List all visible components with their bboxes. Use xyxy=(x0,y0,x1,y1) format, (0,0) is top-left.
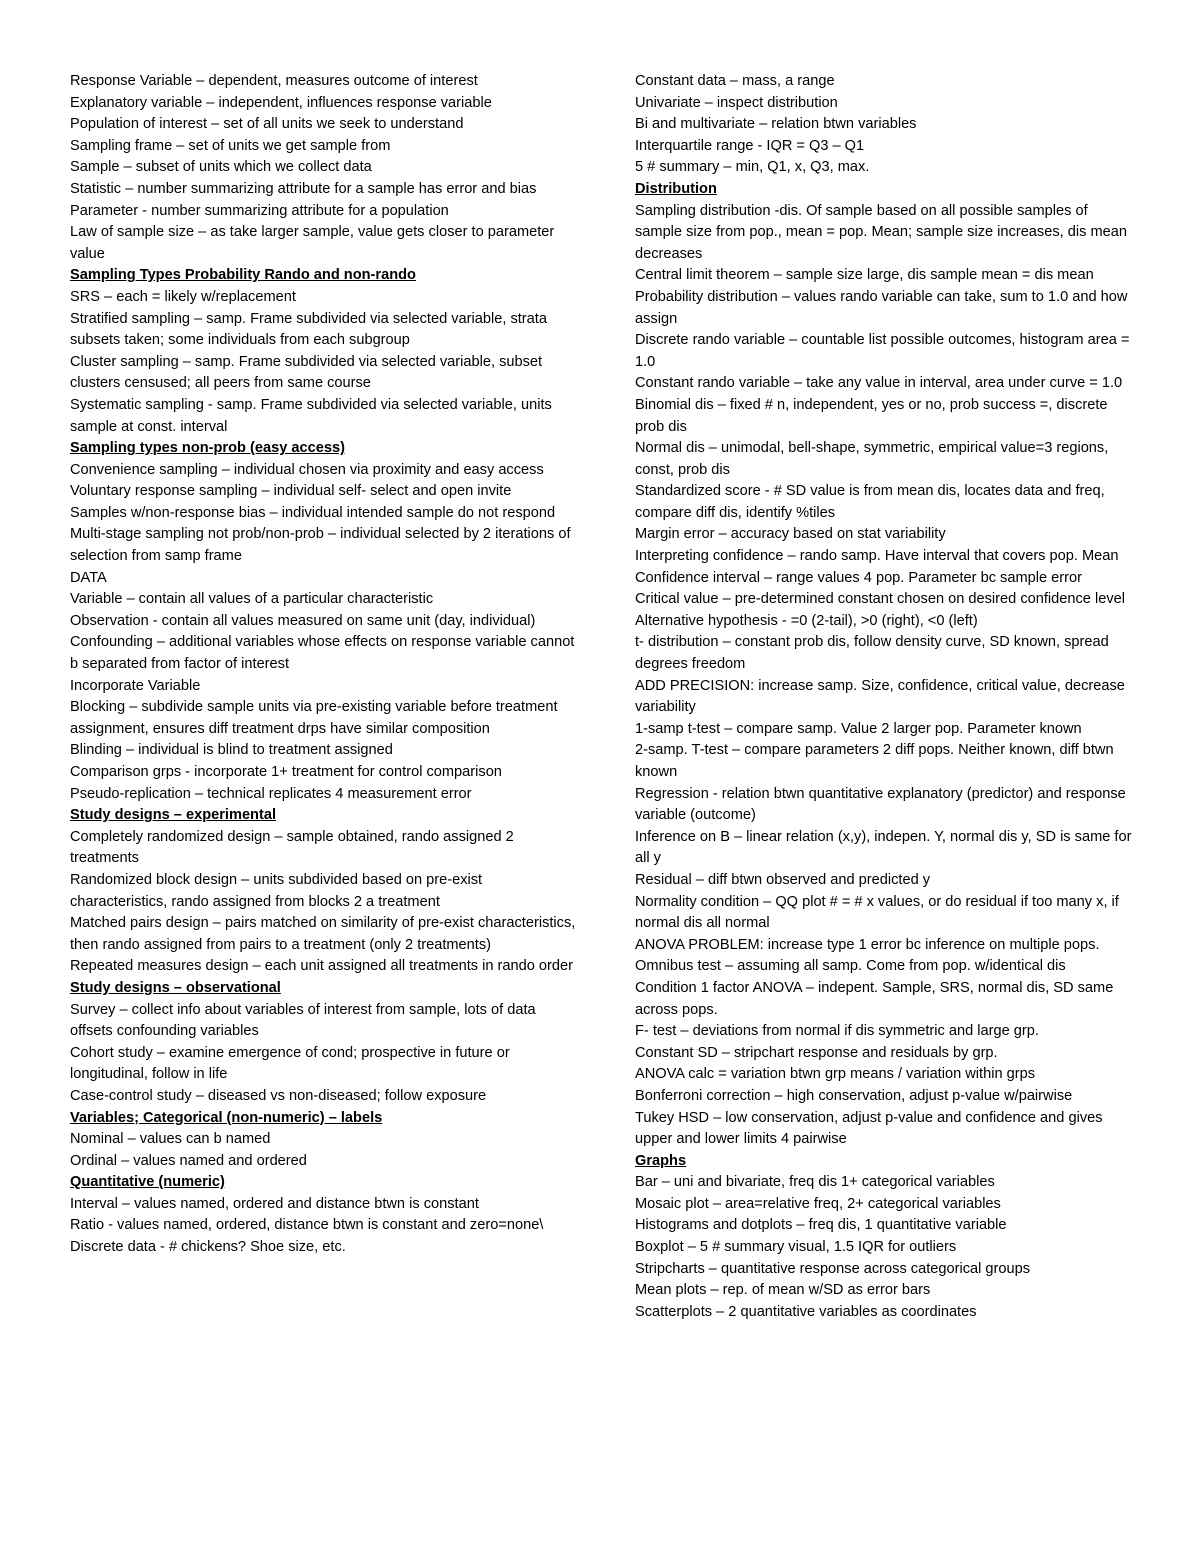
note-line: ADD PRECISION: increase samp. Size, confidence, critical value, decrease variability xyxy=(635,677,1125,716)
note-line: Matched pairs design – pairs matched on similarity of pre-exist characteristics, then rando assigned from pairs to a treatment (only 2 treatments) xyxy=(70,915,576,953)
note-line: Population of interest – set of all units we seek to understand xyxy=(70,116,464,133)
section-heading: Sampling Types Probability Rando and non-rando xyxy=(70,267,416,284)
note-line: Sampling distribution -dis. Of sample based on all possible samples of sample size from pop., mean = pop. Mean; sample size increases, dis mean decreases xyxy=(635,202,1127,262)
note-line: Probability distribution – values rando variable can take, sum to 1.0 and how assign xyxy=(635,288,1128,327)
section-heading: Sampling types non-prob (easy access) xyxy=(70,440,345,457)
note-line: Tukey HSD – low conservation, adjust p-value and confidence and gives upper and lower limits 4 pairwise xyxy=(635,1109,1103,1148)
section-heading: Variables; Categorical (non-numeric) – labels xyxy=(70,1109,383,1126)
note-line: Convenience sampling – individual chosen via proximity and easy access xyxy=(70,461,544,478)
note-line: Constant data – mass, a range xyxy=(635,73,835,89)
note-line: Condition 1 factor ANOVA – indepent. Sample, SRS, normal dis, SD same across pops. xyxy=(635,979,1114,1018)
note-line: Sampling frame – set of units we get sample from xyxy=(70,137,391,154)
note-line: Cluster sampling – samp. Frame subdivided via selected variable, subset clusters censused; all peers from same course xyxy=(70,353,543,392)
note-line: Systematic sampling - samp. Frame subdivided via selected variable, units sample at const. interval xyxy=(70,396,552,435)
note-line: Inference on B – linear relation (x,y), indepen. Y, normal dis y, SD is same for all y xyxy=(635,828,1132,867)
note-line: Binomial dis – fixed # n, independent, yes or no, prob success =, discrete prob dis xyxy=(635,396,1108,435)
note-line: Interquartile range - IQR = Q3 – Q1 xyxy=(635,137,865,154)
note-line: Confidence interval – range values 4 pop. Parameter bc sample error xyxy=(635,569,1082,586)
note-line: Central limit theorem – sample size large, dis sample mean = dis mean xyxy=(635,267,1094,284)
note-line: F- test – deviations from normal if dis symmetric and large grp. xyxy=(635,1023,1039,1040)
left-column xyxy=(70,71,580,1259)
note-line: Interval – values named, ordered and distance btwn is constant xyxy=(70,1195,479,1212)
note-line: Boxplot – 5 # summary visual, 1.5 IQR for outliers xyxy=(635,1239,957,1256)
note-line: Histograms and dotplots – freq dis, 1 quantitative variable xyxy=(635,1217,1007,1234)
note-line: Observation - contain all values measured on same unit (day, individual) xyxy=(70,612,536,629)
note-line: Confounding – additional variables whose effects on response variable cannot b separated from factor of interest xyxy=(70,634,575,673)
note-line: Blocking – subdivide sample units via pre-existing variable before treatment assignment, ensures diff treatment drps have similar composition xyxy=(70,699,558,737)
section-heading: Study designs – observational xyxy=(70,979,281,996)
note-line: Pseudo-replication – technical replicates 4 measurement error xyxy=(70,785,472,802)
note-line: Bi and multivariate – relation btwn variables xyxy=(635,116,917,133)
note-line: Cohort study – examine emergence of cond; prospective in future or longitudinal, follow in life xyxy=(70,1044,510,1083)
note-line: SRS – each = likely w/replacement xyxy=(70,288,296,305)
note-line: Samples w/non-response bias – individual intended sample do not respond xyxy=(70,504,556,521)
note-line: Critical value – pre-determined constant chosen on desired confidence level xyxy=(635,591,1125,608)
note-line: Response Variable – dependent, measures outcome of interest xyxy=(70,73,478,89)
note-line: Mean plots – rep. of mean w/SD as error bars xyxy=(635,1282,931,1299)
note-line: Incorporate Variable xyxy=(70,677,201,694)
note-line: Constant SD – stripchart response and residuals by grp. xyxy=(635,1044,998,1061)
note-line: Constant rando variable – take any value in interval, area under curve = 1.0 xyxy=(635,375,1123,392)
note-line: Variable – contain all values of a particular characteristic xyxy=(70,591,434,608)
note-line: Discrete rando variable – countable list possible outcomes, histogram area = 1.0 xyxy=(635,332,1130,370)
note-line: Normality condition – QQ plot # = # x values, or do residual if too many x, if normal dis all normal xyxy=(635,893,1119,932)
note-line: Comparison grps - incorporate 1+ treatment for control comparison xyxy=(70,764,502,780)
note-line: ANOVA PROBLEM: increase type 1 error bc inference on multiple pops. xyxy=(635,936,1100,953)
note-line: ANOVA calc = variation btwn grp means / variation within grps xyxy=(635,1066,1036,1083)
note-line: Ratio - values named, ordered, distance btwn is constant and zero=none\ xyxy=(70,1217,544,1234)
note-line: Normal dis – unimodal, bell-shape, symmetric, empirical value=3 regions, const, prob dis xyxy=(635,440,1109,478)
section-heading: Quantitative (numeric) xyxy=(70,1174,225,1191)
note-line: 2-samp. T-test – compare parameters 2 diff pops. Neither known, diff btwn known xyxy=(635,742,1114,780)
note-line: Univariate – inspect distribution xyxy=(635,94,838,111)
note-line: Nominal – values can b named xyxy=(70,1131,271,1148)
note-line: t- distribution – constant prob dis, follow density curve, SD known, spread degrees freedom xyxy=(635,634,1109,673)
note-line: 1-samp t-test – compare samp. Value 2 larger pop. Parameter known xyxy=(635,720,1082,737)
note-line: Voluntary response sampling – individual self- select and open invite xyxy=(70,483,512,500)
note-line: Alternative hypothesis - =0 (2-tail), >0 (right), <0 (left) xyxy=(635,612,978,629)
note-line: Repeated measures design – each unit assigned all treatments in rando order xyxy=(70,958,573,975)
note-line: Case-control study – diseased vs non-diseased; follow exposure xyxy=(70,1087,487,1104)
note-line: Blinding – individual is blind to treatment assigned xyxy=(70,742,393,759)
note-line: Explanatory variable – independent, influences response variable xyxy=(70,94,492,111)
note-line: Stripcharts – quantitative response across categorical groups xyxy=(635,1260,1031,1277)
note-line: Scatterplots – 2 quantitative variables as coordinates xyxy=(635,1303,977,1320)
note-line: Bar – uni and bivariate, freq dis 1+ categorical variables xyxy=(635,1174,995,1191)
note-line: 5 # summary – min, Q1, x, Q3, max. xyxy=(635,159,870,176)
note-line: Discrete data - # chickens? Shoe size, etc. xyxy=(70,1239,346,1256)
note-line: Randomized block design – units subdivided based on pre-exist characteristics, rando assigned from blocks 2 a treatment xyxy=(70,871,483,910)
note-line: Sample – subset of units which we collect data xyxy=(70,159,372,176)
note-line: Multi-stage sampling not prob/non-prob – individual selected by 2 iterations of selection from samp frame xyxy=(70,526,571,565)
note-line: Bonferroni correction – high conservation, adjust p-value w/pairwise xyxy=(635,1087,1073,1104)
note-line: Completely randomized design – sample obtained, rando assigned 2 treatments xyxy=(70,828,514,867)
note-line: Statistic – number summarizing attribute for a sample has error and bias xyxy=(70,180,537,197)
section-heading: Graphs xyxy=(635,1152,687,1169)
note-line: Mosaic plot – area=relative freq, 2+ categorical variables xyxy=(635,1195,1001,1212)
note-line: Omnibus test – assuming all samp. Come from pop. w/identical dis xyxy=(635,958,1066,975)
right-column xyxy=(635,71,1135,1323)
note-line: Survey – collect info about variables of interest from sample, lots of data offsets confounding variables xyxy=(70,1001,536,1040)
note-line: DATA xyxy=(70,569,107,586)
note-line: Margin error – accuracy based on stat variability xyxy=(635,526,946,543)
section-heading: Study designs – experimental xyxy=(70,807,277,824)
note-line: Regression - relation btwn quantitative explanatory (predictor) and response variable (outcome) xyxy=(635,785,1126,824)
section-heading: Distribution xyxy=(635,180,717,197)
note-line: Standardized score - # SD value is from mean dis, locates data and freq, compare diff dis, identify %tiles xyxy=(635,483,1105,521)
note-line: Parameter - number summarizing attribute for a population xyxy=(70,202,449,219)
note-line: Law of sample size – as take larger sample, value gets closer to parameter value xyxy=(70,224,555,262)
note-line: Ordinal – values named and ordered xyxy=(70,1152,307,1169)
note-line: Residual – diff btwn observed and predicted y xyxy=(635,871,931,888)
note-line: Stratified sampling – samp. Frame subdivided via selected variable, strata subsets taken; some individuals from each subgroup xyxy=(70,310,547,349)
note-line: Interpreting confidence – rando samp. Have interval that covers pop. Mean xyxy=(635,548,1119,565)
